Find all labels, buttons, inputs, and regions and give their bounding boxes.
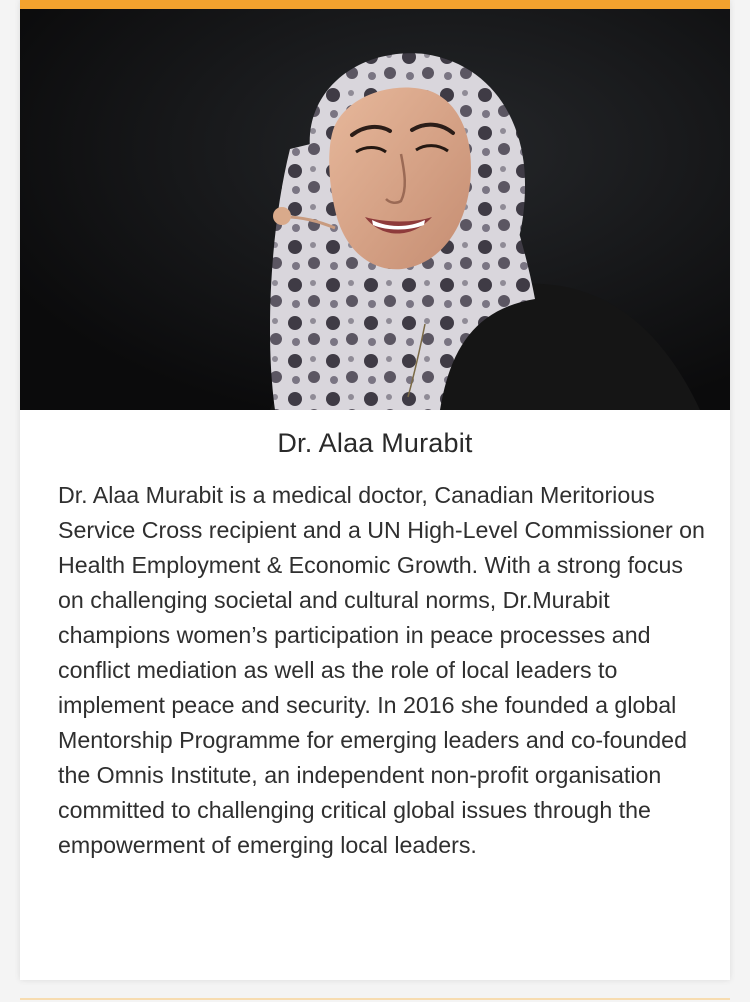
speaker-name: Dr. Alaa Murabit — [277, 428, 473, 458]
speaker-bio: Dr. Alaa Murabit is a medical doctor, Canadian Meritorious Service Cross recipient and a UN High-Level Commissioner on Health Employment & Economic Growth. With a strong focus on challenging societal and cultural norms, Dr.Murabit champions women’s participation in peace processes and conflict mediation as well as the role of local leaders to implement peace and security. In 2016 she founded a global Mentorship Programme for emerging leaders and co-founded the Omnis Institute, an independent non-profit organisation committed to challenging critical global issues through the empowerment of emerging local leaders. — [58, 482, 705, 858]
speaker-card — [20, 0, 730, 980]
accent-bar — [20, 0, 730, 9]
speaker-photo — [20, 9, 730, 410]
speaker-portrait-illustration — [20, 9, 730, 410]
bottom-divider — [20, 998, 730, 1000]
